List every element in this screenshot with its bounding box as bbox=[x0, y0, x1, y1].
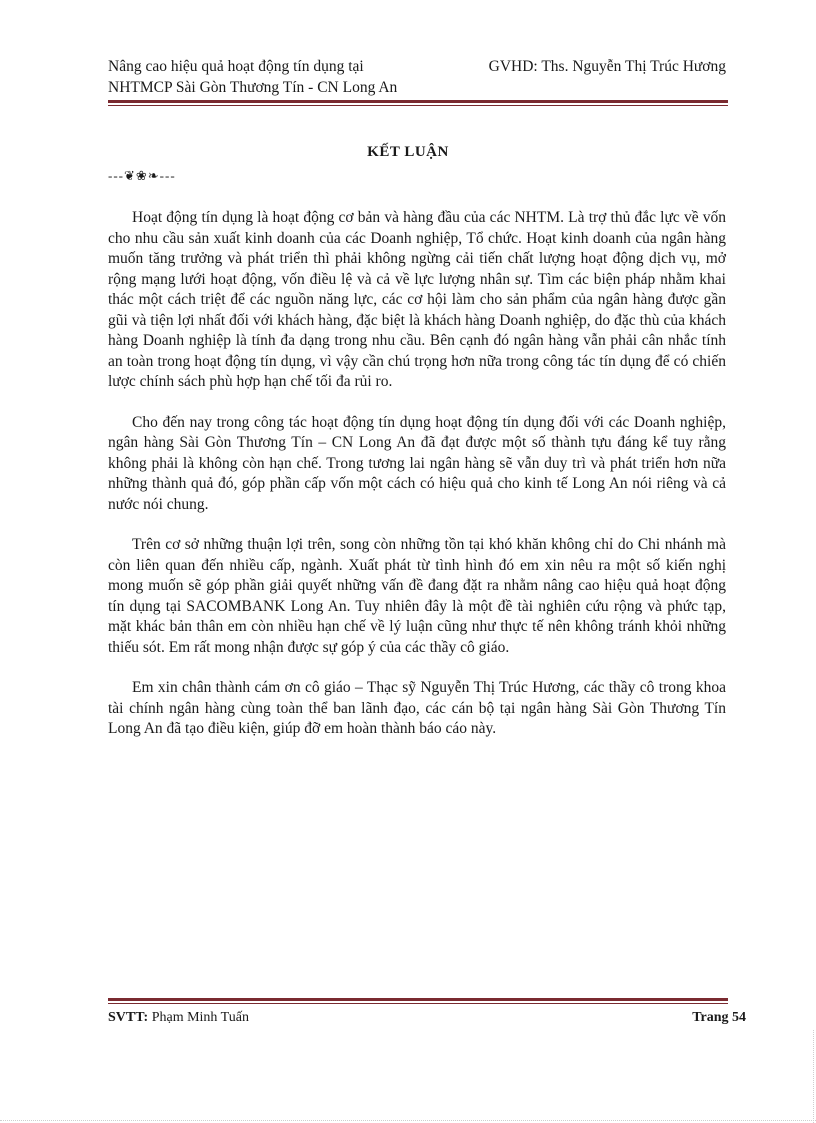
footer-divider-thick bbox=[108, 998, 728, 1001]
page-edge-bottom bbox=[0, 1120, 816, 1121]
document-title bbox=[108, 56, 397, 98]
body-text bbox=[108, 208, 726, 760]
student-name: Phạm Minh Tuấn bbox=[151, 1010, 249, 1025]
ornament-divider: ---❦❀❧--- bbox=[108, 168, 176, 183]
document-title-line2: NHTMCP Sài Gòn Thương Tín - CN Long An bbox=[108, 79, 398, 96]
header-divider-thick bbox=[108, 100, 728, 103]
document-title-line1: Nâng cao hiệu quả hoạt động tín dụng tại bbox=[108, 58, 364, 75]
footer-divider-thin bbox=[108, 1003, 728, 1004]
header-divider-thin bbox=[108, 105, 728, 106]
paragraph-2: Cho đến nay trong công tác hoạt động tín dụng hoạt động tín dụng đối với các Doanh nghiệp, ngân hàng Sài Gòn Thương Tín – CN Long An đã đạt được một số thành tựu đáng kể tuy rằng không phải là không còn hạn chế. Trong tương lai ngân hàng sẽ vẫn duy trì và phát triển hơn nữa những thành quả đó, góp phần cấp vốn một cách có hiệu quả cho kinh tế Long An nói riêng và cả nước nói chung. bbox=[108, 413, 726, 513]
supervisor-label: GVHD: Ths. Nguyễn Thị Trúc Hương bbox=[488, 58, 726, 75]
paragraph-4: Em xin chân thành cám ơn cô giáo – Thạc sỹ Nguyễn Thị Trúc Hương, các thầy cô trong khoa tài chính ngân hàng cùng toàn thể ban lãnh đạo, các cán bộ tại ngân hàng Sài Gòn Thương Tín Long An đã tạo điều kiện, giúp đỡ em hoàn thành báo cáo này. bbox=[108, 679, 726, 737]
paragraph-1: Hoạt động tín dụng là hoạt động cơ bản và hàng đầu của các NHTM. Là trợ thủ đắc lực về vốn cho nhu cầu sản xuất kinh doanh của các Doanh nghiệp, Tổ chức. Hoạt kinh doanh của ngân hàng muốn tăng trưởng và phát triển thì phải không ngừng cải tiến chất lượng hoạt động dịch vụ, mở rộng mạng lưới hoạt động, vốn điều lệ và cả về lực lượng nhân sự. Tìm các biện pháp nhằm khai thác một cách triệt để các nguồn năng lực, các cơ hội làm cho sản phẩm của ngân hàng được gần gũi và tiện lợi nhất đối với khách hàng, đặc biệt là khách hàng Doanh nghiệp, do đặc thù của khách hàng Doanh nghiệp là tính đa dạng trong nhu cầu. Bên cạnh đó ngân hàng vẫn phải cân nhắc tính an toàn trong hoạt động tín dụng, vì vậy cần chú trọng hơn nữa trong công tác tín dụng để có chiến lược chính sách phù hợp hạn chế tối đa rủi ro. bbox=[108, 209, 726, 390]
page-edge-right bbox=[813, 1030, 814, 1123]
page-number: Trang 54 bbox=[692, 1010, 746, 1025]
student-info bbox=[108, 1010, 249, 1026]
paragraph-3: Trên cơ sở những thuận lợi trên, song còn những tồn tại khó khăn không chỉ do Chi nhánh mà còn liên quan đến nhiều cấp, ngành. Xuất phát từ tình hình đó em xin nêu ra một số kiến nghị mong muốn sẽ góp phần giải quyết những vấn đề đang đặt ra nhằm nâng cao hiệu quả hoạt động tín dụng tại SACOMBANK Long An. Tuy nhiên đây là một đề tài nghiên cứu rộng và phức tạp, mặt khác bản thân em còn nhiều hạn chế về lý luận cũng như thực tế nên không tránh khỏi những thiếu sót. Em rất mong nhận được sự góp ý của các thầy cô giáo. bbox=[108, 536, 726, 656]
student-label: SVTT: bbox=[108, 1010, 149, 1025]
section-title: KẾT LUẬN bbox=[367, 144, 449, 160]
